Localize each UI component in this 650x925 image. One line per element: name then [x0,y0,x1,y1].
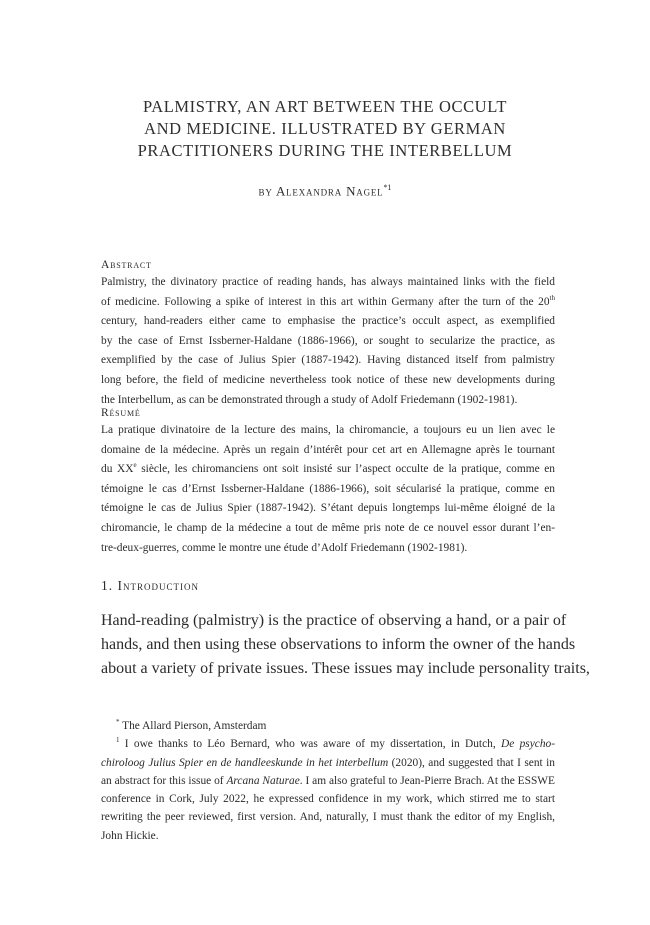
resume-line: témoigne le cas de Julius Spier (1887-1942). S’étant depuis longtemps lui-même éloigné de la [101,502,555,515]
footnote-marker: 1 [116,736,120,745]
title-line: AND MEDICINE. ILLUSTRATED BY GERMAN [144,119,506,138]
resume-line-text: siècle, les chiromanciens ont soit insisté sur l’aspect occulte de la pratique, comme en [136,463,555,476]
footnote-text: (2020), and suggested that I sent in an abstract for this issue of [101,756,555,787]
resume-heading: Résumé [101,407,141,419]
abstract-line: century, hand-readers either came to emphasise the practice’s occult aspect, as exemplified [101,315,555,328]
century-superscript: e [133,461,137,470]
footnote-1 [101,735,555,845]
abstract-line: Palmistry, the divinatory practice of reading hands, has always maintained links with the field [101,276,555,288]
footnote-text: I owe thanks to Léo Bernard, who was aware of my dissertation, in Dutch, [119,738,501,751]
title-line: PRACTITIONERS DURING THE INTERBELLUM [137,141,513,160]
resume-section [101,405,555,558]
resume-line-text: du XX [101,463,134,476]
body-line: hands, and then using these observations to inform the owner of the hands [101,636,576,653]
abstract-line-text: of medicine. Following a spike of interest in this art within Germany after the turn of the 20 [101,295,550,308]
abstract-line [101,293,555,313]
body-paragraph [101,609,590,681]
resume-line [101,460,555,480]
abstract-line: long before, the field of medicine nevertheless took notice of these new developments during [101,373,555,386]
abstract-line: by the case of Ernst Issberner-Haldane (1886-1966), or sought to secularize the practice, as [101,334,555,347]
resume-line: domaine de la médecine. Après un regain d’intérêt pour cet art en Allemagne après le tournant [101,443,555,456]
author-footnote-marks: *1 [383,183,392,192]
title-line: PALMISTRY, AN ART BETWEEN THE OCCULT [142,97,508,116]
resume-line: chiromancie, le champ de la médecine a tout de même pris note de ce nouvel essor durant l’en- [101,521,555,534]
author-byline [0,183,650,199]
abstract-section [101,257,555,410]
author-name: by Alexandra Nagel [258,183,384,199]
footnotes [101,717,555,845]
abstract-line: the Interbellum, as can be demonstrated through a study of Adolf Friedemann (1902-1981). [101,393,518,406]
resume-line: La pratique divinatoire de la lecture des mains, la chiromancie, a toujours eu un lien avec le [101,424,555,436]
abstract-heading: Abstract [101,259,152,271]
footnote-marker: * [116,718,120,727]
article-title [0,96,650,162]
journal-title: Arcana Naturae [226,774,300,787]
section-heading: 1. Introduction [101,578,199,593]
resume-text [101,421,555,558]
resume-line: témoigne le cas d’Ernst Issberner-Haldane (1886-1966), soit sécularisé la pratique, comme en [101,482,555,495]
footnote-text: The Allard Pierson, Amsterdam [119,720,267,732]
body-line: about a variety of private issues. These issues may include personality traits, [101,660,590,677]
footnote-text: . I am also grateful to Jean-Pierre Brach. At the ESSWE conference in Cork, July 2022, he expressed confidence in my work, which stirred me to start rewriting the peer reviewed, first version. And, naturally, I must thank the editor of my English, John Hickie. [101,774,555,842]
body-line: Hand-reading (palmistry) is the practice of observing a hand, or a pair of [101,612,567,629]
resume-line: tre-deux-guerres, comme le montre une étude d’Adolf Friedemann (1902-1981). [101,541,468,554]
dissertation-title: De psycho-chiroloog Julius Spier en de handleeskunde in het interbellum [101,738,555,769]
footnote-star [101,717,555,735]
abstract-text [101,273,555,410]
ordinal-superscript: th [549,293,555,302]
abstract-line: exemplified by the case of Julius Spier (1887-1942). Having distanced itself from palmistry [101,354,555,367]
